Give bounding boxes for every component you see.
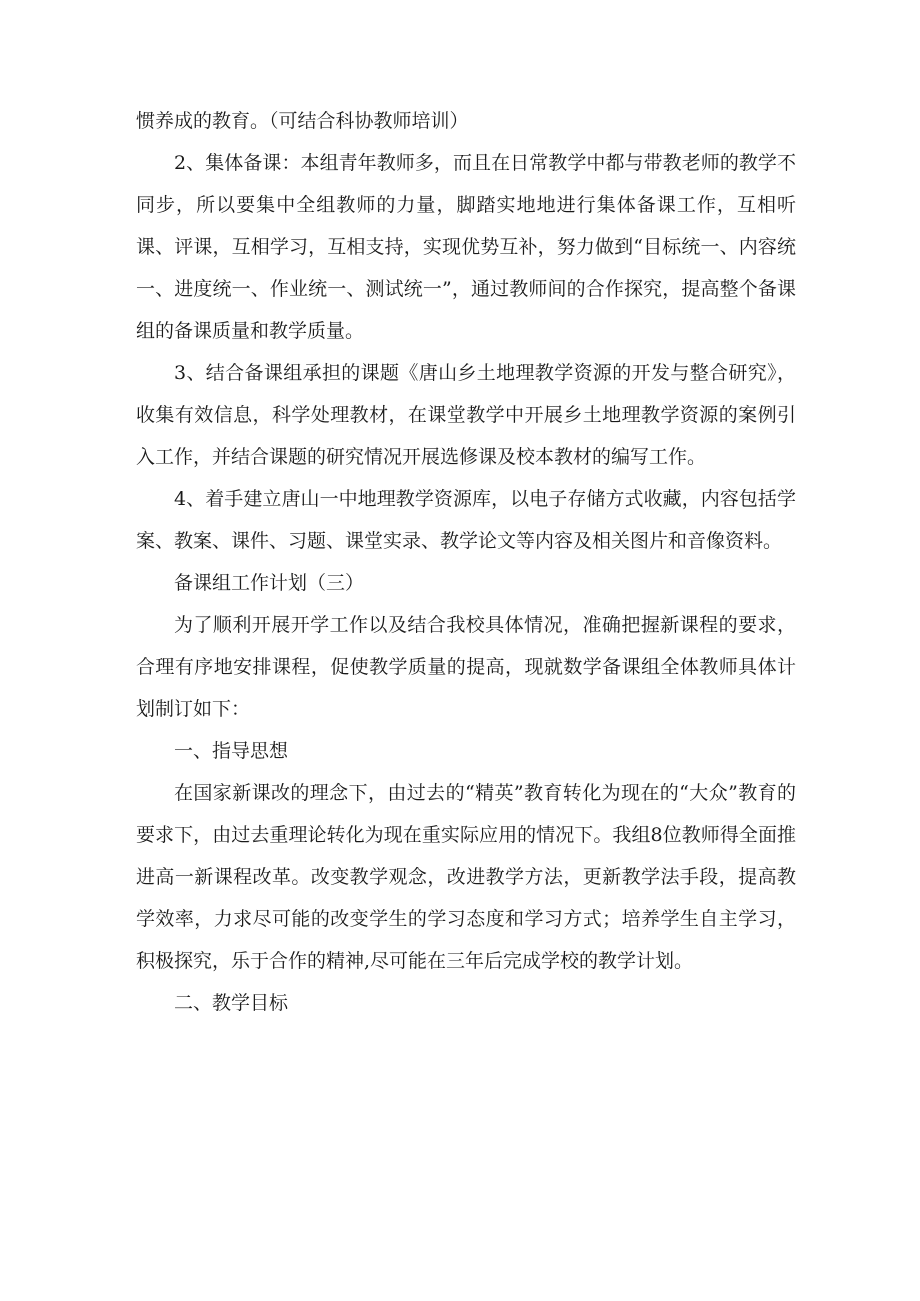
document-body (136, 100, 796, 1024)
heading-teaching-goals: 二、教学目标 (174, 992, 289, 1014)
heading-guiding-ideology: 一、指导思想 (174, 740, 289, 762)
paragraph-research-topic: 3、结合备课组承担的课题《唐山乡土地理教学资源的开发与整合研究》，收集有效信息，科学处理教材，在课堂教学中开展乡土地理教学资源的案例引入工作，并结合课题的研究情况开展选修课及校本教材的编写工作。 (136, 362, 796, 468)
paragraph-guiding-ideology: 在国家新课改的理念下，由过去的“精英”教育转化为现在的“大众”教育的要求下，由过去重理论转化为现在重实际应用的情况下。我组8位教师得全面推进高一新课程改革。改变教学观念，改进教学方法，更新教学法手段，提高教学效率，力求尽可能的改变学生的学习态度和学习方式；培养学生自主学习，积极探究，乐于合作的精神,尽可能在三年后完成学校的教学计划。 (136, 782, 796, 972)
paragraph-plan-intro: 为了顺利开展开学工作以及结合我校具体情况，准确把握新课程的要求，合理有序地安排课程，促使教学质量的提高，现就数学备课组全体教师具体计划制订如下： (136, 614, 796, 720)
section-title-plan-three: 备课组工作计划（三） (174, 572, 365, 594)
paragraph-resource-library: 4、着手建立唐山一中地理教学资源库，以电子存储方式收藏，内容包括学案、教案、课件、习题、课堂实录、教学论文等内容及相关图片和音像资料。 (136, 488, 796, 552)
paragraph-continuation: 惯养成的教育。（可结合科协教师培训） (136, 110, 469, 132)
paragraph-collective-lesson-prep: 2、集体备课：本组青年教师多，而且在日常教学中都与带教老师的教学不同步，所以要集中全组教师的力量，脚踏实地地进行集体备课工作，互相听课、评课，互相学习，互相支持，实现优势互补，努力做到“目标统一、内容统一、进度统一、作业统一、测试统一”，通过教师间的合作探究，提高整个备课组的备课质量和教学质量。 (136, 152, 796, 342)
